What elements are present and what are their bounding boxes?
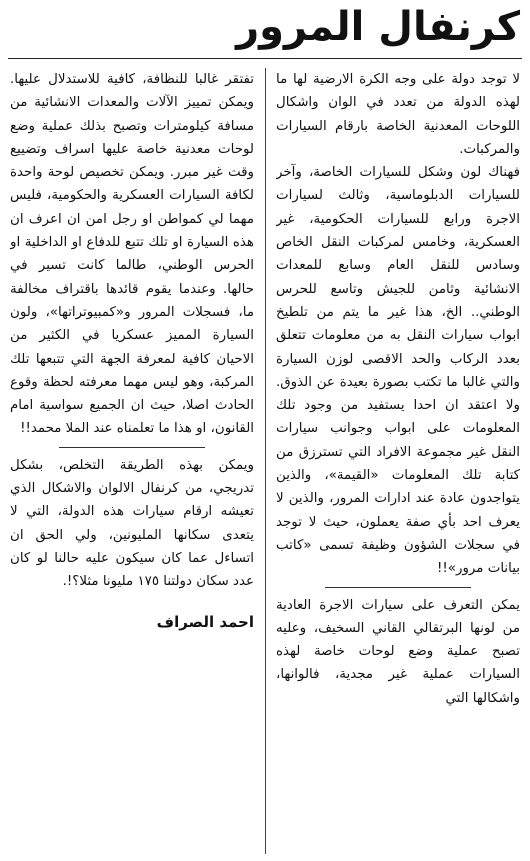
paragraph: ويمكن بهذه الطريقة التخلص، بشكل تدريجي، من كرنفال الالوان والاشكال الذي تعيشه ارقام سيارات هذه الدولة، التي لا يتعدى سكانها المليونين، ولي الحق ان اتساءل عما كان سيكون عليه حالنا لو كان عدد سكان دولتنا ١٧٥ مليونا مثلا؟!. [10,457,254,590]
headline-rule [8,58,522,59]
article-column-left [10,68,254,854]
paragraph-separator [59,447,205,448]
paragraph-separator [325,587,471,588]
author-byline: احمد الصراف [156,612,254,631]
article-column-right [276,68,520,854]
paragraph: لا توجد دولة على وجه الكرة الارضية لها ما لهذه الدولة من تعدد في الوان واشكال اللوحات المعدنية الخاصة بارقام السيارات والمركبات. [276,72,520,157]
article-headline: كرنفال المرور [236,4,520,50]
paragraph: فهناك لون وشكل للسيارات الخاصة، وآخر للسيارات الدبلوماسية، وثالث لسيارات الاجرة ورابع للسيارات الحكومية، غير العسكرية، وخامس لمركبات النقل الخاص وسادس للنقل العام وسابع للمعدات الانشائية وثامن للجيش وتاسع للحرس الوطني.. الخ، هذا غير ما يتم من تلطيخ ابواب سيارات النقل به من معلومات تتعلق بعدد الركاب والحد الاقصى لوزن السيارة والتي غالبا ما تكتب بصورة بعيدة عن الذوق. ولا اعتقد ان احدا يستفيد من وجود تلك المعلومات على ابواب وجوانب سيارات النقل غير مجموعة الافراد التي تسترزق من كتابة تلك المعلومات «القيمة»، والذين يتواجدون عادة عند ادارات المرور، والذين لا يعرف احد بأي صفة يعملون، حيث لا توجد في سجلات الشؤون وظيفة تسمى «كاتب بيانات مرور»!! [276,165,520,577]
paragraph: تفتقر غالبا للنظافة، كافية للاستدلال عليها. ويمكن تمييز الآلات والمعدات الانشائية من مسافة كيلومترات وتصبح بذلك عملية وضع لوحات معدنية خاصة عليها اسراف وتضييع وقت غير مبرر. ويمكن تخصيص لوحة واحدة لكافة السيارات العسكرية والحكومية، فليس مهما لي كمواطن او رجل امن ان اعرف ان هذه السيارة او تلك تتبع للدفاع او الداخلية او الحرس الوطني، طالما كانت تسير في حالها. وعندما يقوم قائدها باقتراف مخالفة ما، فسجلات المرور و«كمبيوتراتها»، ولون السيارة المميز عسكريا في الكثير من الاحيان كافية لمعرفة الجهة التي تتبعها تلك المركبة، وهو ليس مهما معرفته لحظة وقوع الحادث اصلا، حيث ان الجميع سواسية امام القانون، او هذا ما تعلمناه عند الملا محمد!! [10,72,254,437]
column-divider [265,68,266,854]
paragraph: يمكن التعرف على سيارات الاجرة العادية من لونها البرتقالي القاني السخيف، وعليه تصبح عملية وضع لوحات خاصة لهذه السيارات عملية غير مجدية، فالوانها، واشكالها التي [276,597,520,706]
